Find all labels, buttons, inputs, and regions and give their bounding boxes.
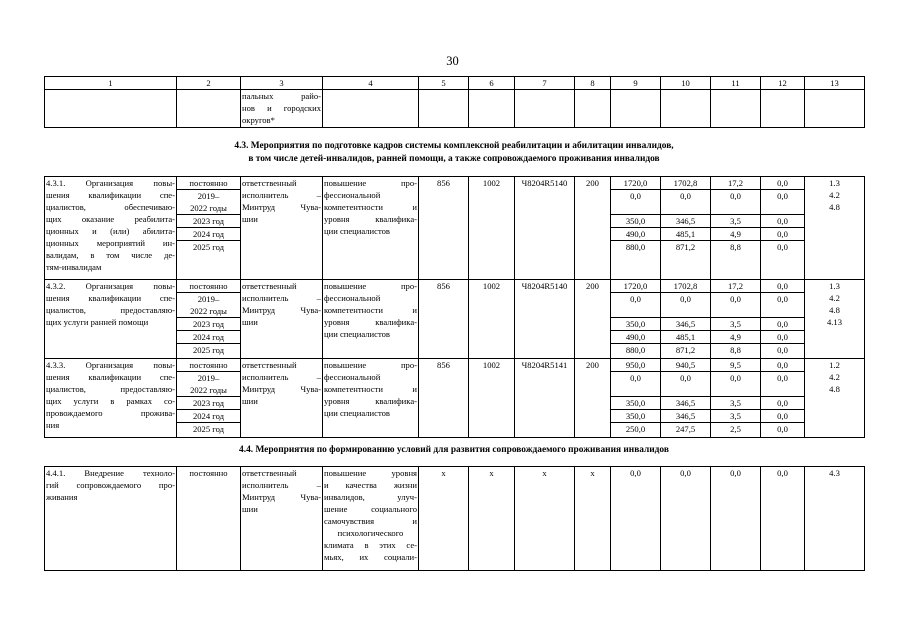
text-line: ции специалистов: [324, 408, 390, 418]
cell-col9: 950,0: [611, 359, 661, 372]
text-line: щих услуги в рамках со-: [46, 396, 175, 406]
col-header: 5: [419, 77, 469, 90]
text-line: компетентности и: [324, 305, 417, 315]
cell-col12: 0,0: [761, 467, 805, 571]
cell-col9: 350,0: [611, 397, 661, 410]
text-line: шии: [242, 317, 258, 327]
text-line: мьях, их социали-: [324, 552, 417, 562]
cell-col10: 871,2: [661, 241, 711, 280]
cell-col12: 0,0: [761, 423, 805, 438]
table-row: [45, 280, 865, 293]
text-line: циалистов, предоставляю-: [46, 305, 175, 315]
text-line: шии: [242, 396, 258, 406]
executor: [241, 177, 323, 280]
col-header: 4: [323, 77, 419, 90]
measure-name: [45, 177, 177, 280]
cell-col9: 350,0: [611, 318, 661, 331]
cell-col11: 3,5: [711, 318, 761, 331]
cell-col10: 0,0: [661, 293, 711, 318]
page-number: 30: [446, 54, 459, 68]
cell-col11: 17,2: [711, 280, 761, 293]
cell-col13: [805, 177, 865, 280]
text-line: повышение уровня: [324, 468, 417, 478]
measure-name: [45, 280, 177, 359]
period: постоянно: [177, 177, 241, 190]
cell-col12: 0,0: [761, 215, 805, 228]
col-header: 2: [177, 77, 241, 90]
indicator: [323, 359, 419, 438]
cell-col10: 346,5: [661, 215, 711, 228]
text-line: шии: [242, 504, 258, 514]
measure-name: [45, 359, 177, 438]
col-header: 1: [45, 77, 177, 90]
period: 2025 год: [177, 423, 241, 438]
cell-col11: 17,2: [711, 177, 761, 190]
period: 2025 год: [177, 241, 241, 280]
text-line: Минтруд Чува-: [242, 492, 321, 502]
cell-col12: 0,0: [761, 293, 805, 318]
text-line: повышение про-: [324, 178, 417, 188]
text-line: гий сопровождаемого про-: [46, 480, 175, 490]
cell-col12: 0,0: [761, 241, 805, 280]
cell-col11: 0,0: [711, 467, 761, 571]
col-header: 7: [515, 77, 575, 90]
cell-col12: 0,0: [761, 397, 805, 410]
text-line: циалистов, обеспечиваю-: [46, 202, 175, 212]
cell-col10: 346,5: [661, 410, 711, 423]
col-header: 12: [761, 77, 805, 90]
period: 2023 год: [177, 215, 241, 228]
text-line: шения квалификации спе-: [46, 190, 175, 200]
text-line: инвалидов, улуч-: [324, 492, 417, 502]
cell-col10: 0,0: [661, 372, 711, 397]
cell-col10: 485,1: [661, 228, 711, 241]
text-line: 2019–: [197, 373, 220, 383]
period: 2024 год: [177, 331, 241, 344]
text-line: ответственный: [242, 281, 297, 291]
text-line: Минтруд Чува-: [242, 384, 321, 394]
text-line: Минтруд Чува-: [242, 305, 321, 315]
period: 2023 год: [177, 397, 241, 410]
title-line: в том числе детей-инвалидов, ранней помощи, а также сопровождаемого проживания инвалидов: [248, 154, 660, 164]
text-line: ции специалистов: [324, 226, 390, 236]
section-4-3-title: [44, 140, 864, 166]
cell-col9: 0,0: [611, 190, 661, 215]
text-line: 2022 годы: [190, 203, 227, 213]
executor: [241, 280, 323, 359]
cell-col12: 0,0: [761, 410, 805, 423]
cell-col12: 0,0: [761, 280, 805, 293]
cell-col13: 4.3: [805, 467, 865, 571]
cell-col12: 0,0: [761, 177, 805, 190]
cell-col7: x: [515, 467, 575, 571]
cell-col9: 350,0: [611, 215, 661, 228]
title-line: 4.3. Мероприятия по подготовке кадров системы комплексной реабилитации и абилитации инвалидов,: [234, 141, 674, 151]
col-header: 3: [241, 77, 323, 90]
measure-name: [45, 467, 177, 571]
column-number-row: [45, 77, 865, 90]
text-line: пальных райо-: [242, 91, 321, 101]
text-line: ния: [46, 420, 60, 430]
text-line: исполнитель –: [242, 190, 321, 200]
text-line: уровня квалифика-: [324, 214, 417, 224]
cell-col8: 200: [575, 177, 611, 280]
text-line: фессиональной: [324, 293, 381, 303]
text-line: исполнитель –: [242, 372, 321, 382]
cell-col11: 0,0: [711, 293, 761, 318]
text-line: 4.8: [829, 202, 840, 212]
cell-col12: 0,0: [761, 318, 805, 331]
cell-col10: 1702,8: [661, 177, 711, 190]
cell-col12: 0,0: [761, 331, 805, 344]
cell-col11: 4,9: [711, 228, 761, 241]
period: постоянно: [177, 280, 241, 293]
text-line: повышение про-: [324, 360, 417, 370]
text-line: 2022 годы: [190, 306, 227, 316]
text-line: шение социального: [324, 504, 417, 514]
cell-col9: 880,0: [611, 344, 661, 359]
text-line: 1.2: [829, 360, 840, 370]
table-row: [45, 359, 865, 372]
cell-col12: 0,0: [761, 344, 805, 359]
cell-col8: 200: [575, 359, 611, 438]
cell-col9: 1720,0: [611, 177, 661, 190]
cell-col7: Ч8204R5140: [515, 177, 575, 280]
text-line: 4.4.1. Внедрение техноло-: [46, 468, 175, 478]
cell-col11: 2,5: [711, 423, 761, 438]
cell-col9: 250,0: [611, 423, 661, 438]
text-line: 1.3: [829, 281, 840, 291]
text-line: компетентности и: [324, 384, 417, 394]
cell-col5: x: [419, 467, 469, 571]
text-line: климата в этих се-: [324, 540, 417, 550]
text-line: уровня квалифика-: [324, 317, 417, 327]
text-line: компетентности и: [324, 202, 417, 212]
text-line: ответственный: [242, 360, 297, 370]
cell-col11: 0,0: [711, 190, 761, 215]
executor: [241, 359, 323, 438]
cell-col6: 1002: [469, 280, 515, 359]
table-header: [44, 76, 865, 128]
text-line: Минтруд Чува-: [242, 202, 321, 212]
fragment-cell: [241, 90, 323, 128]
period: [177, 190, 241, 215]
text-line: ции специалистов: [324, 329, 390, 339]
cell-col11: 3,5: [711, 397, 761, 410]
cell-col11: 4,9: [711, 331, 761, 344]
col-header: 8: [575, 77, 611, 90]
col-header: 9: [611, 77, 661, 90]
text-line: округов*: [242, 115, 275, 125]
cell-col10: 940,5: [661, 359, 711, 372]
cell-col11: 0,0: [711, 372, 761, 397]
cell-col9: 880,0: [611, 241, 661, 280]
cell-col6: x: [469, 467, 515, 571]
text-line: шения квалификации спе-: [46, 293, 175, 303]
cell-col8: x: [575, 467, 611, 571]
text-line: 4.13: [826, 317, 843, 327]
cell-col9: 0,0: [611, 372, 661, 397]
text-line: фессиональной: [324, 190, 381, 200]
text-line: шения квалификации спе-: [46, 372, 175, 382]
text-line: валидам, в том числе де-: [46, 250, 175, 260]
text-line: 4.2: [829, 372, 840, 382]
col-header: 6: [469, 77, 515, 90]
text-line: исполнитель –: [242, 293, 321, 303]
cell-col7: Ч8204R5140: [515, 280, 575, 359]
cell-col11: 8,8: [711, 241, 761, 280]
cell-col7: Ч8204R5141: [515, 359, 575, 438]
col-header: 10: [661, 77, 711, 90]
text-line: психологического: [337, 528, 404, 538]
fragment-row: [45, 90, 865, 128]
text-line: провождаемого прожива-: [46, 408, 175, 418]
period: 2024 год: [177, 228, 241, 241]
cell-col10: 247,5: [661, 423, 711, 438]
indicator: [323, 177, 419, 280]
cell-col10: 0,0: [661, 190, 711, 215]
cell-col11: 3,5: [711, 215, 761, 228]
cell-col12: 0,0: [761, 372, 805, 397]
text-line: нов и городских: [242, 103, 321, 113]
text-line: 4.8: [829, 384, 840, 394]
cell-col10: 1702,8: [661, 280, 711, 293]
col-header: 11: [711, 77, 761, 90]
text-line: 4.8: [829, 305, 840, 315]
text-line: 4.3.3. Организация повы-: [46, 360, 175, 370]
period: 2023 год: [177, 318, 241, 331]
text-line: 2022 годы: [190, 385, 227, 395]
cell-col8: 200: [575, 280, 611, 359]
text-line: живания: [46, 492, 78, 502]
cell-col9: 490,0: [611, 331, 661, 344]
text-line: 4.2: [829, 293, 840, 303]
text-line: повышение про-: [324, 281, 417, 291]
table-row: [45, 177, 865, 190]
period: [177, 293, 241, 318]
cell-col9: 0,0: [611, 293, 661, 318]
table-row-4-4-1: [45, 467, 865, 571]
cell-col10: 0,0: [661, 467, 711, 571]
cell-col10: 346,5: [661, 318, 711, 331]
cell-col9: 1720,0: [611, 280, 661, 293]
text-line: уровня квалифика-: [324, 396, 417, 406]
cell-col11: 8,8: [711, 344, 761, 359]
text-line: циалистов, предоставляю-: [46, 384, 175, 394]
cell-col11: 9,5: [711, 359, 761, 372]
text-line: ционных мероприятий ин-: [46, 238, 175, 248]
period: 2025 год: [177, 344, 241, 359]
text-line: ответственный: [242, 468, 297, 478]
text-line: исполнитель –: [242, 480, 321, 490]
text-line: и качества жизни: [324, 480, 417, 490]
period: 2024 год: [177, 410, 241, 423]
text-line: 4.3.2. Организация повы-: [46, 281, 175, 291]
text-line: 2019–: [197, 191, 220, 201]
text-line: щих услуги ранней помощи: [46, 317, 149, 327]
cell-col12: 0,0: [761, 359, 805, 372]
cell-col13: [805, 359, 865, 438]
text-line: 1.3: [829, 178, 840, 188]
cell-col6: 1002: [469, 177, 515, 280]
period: постоянно: [177, 467, 241, 571]
cell-col13: [805, 280, 865, 359]
indicator: [323, 467, 419, 571]
cell-col5: 856: [419, 280, 469, 359]
indicator: [323, 280, 419, 359]
text-line: самочувствия и: [324, 516, 417, 526]
text-line: шии: [242, 214, 258, 224]
text-line: фессиональной: [324, 372, 381, 382]
cell-col5: 856: [419, 177, 469, 280]
period: постоянно: [177, 359, 241, 372]
cell-col12: 0,0: [761, 228, 805, 241]
table-section-4-4: [44, 466, 865, 571]
table-section-4-3: [44, 176, 865, 438]
cell-col9: 490,0: [611, 228, 661, 241]
cell-col5: 856: [419, 359, 469, 438]
cell-col12: 0,0: [761, 190, 805, 215]
cell-col6: 1002: [469, 359, 515, 438]
cell-col10: 871,2: [661, 344, 711, 359]
cell-col9: 0,0: [611, 467, 661, 571]
cell-col10: 485,1: [661, 331, 711, 344]
section-4-4-title: 4.4. Мероприятия по формированию условий для развития сопровождаемого проживания инвалидов: [239, 445, 669, 455]
period: [177, 372, 241, 397]
cell-col11: 3,5: [711, 410, 761, 423]
executor: [241, 467, 323, 571]
text-line: 4.2: [829, 190, 840, 200]
text-line: 4.3.1. Организация повы-: [46, 178, 175, 188]
text-line: 2019–: [197, 294, 220, 304]
text-line: тям-инвалидам: [46, 262, 102, 272]
text-line: ционных и (или) абилита-: [46, 226, 175, 236]
text-line: щих оказание реабилита-: [46, 214, 175, 224]
cell-col10: 346,5: [661, 397, 711, 410]
col-header: 13: [805, 77, 865, 90]
cell-col9: 350,0: [611, 410, 661, 423]
text-line: ответственный: [242, 178, 297, 188]
